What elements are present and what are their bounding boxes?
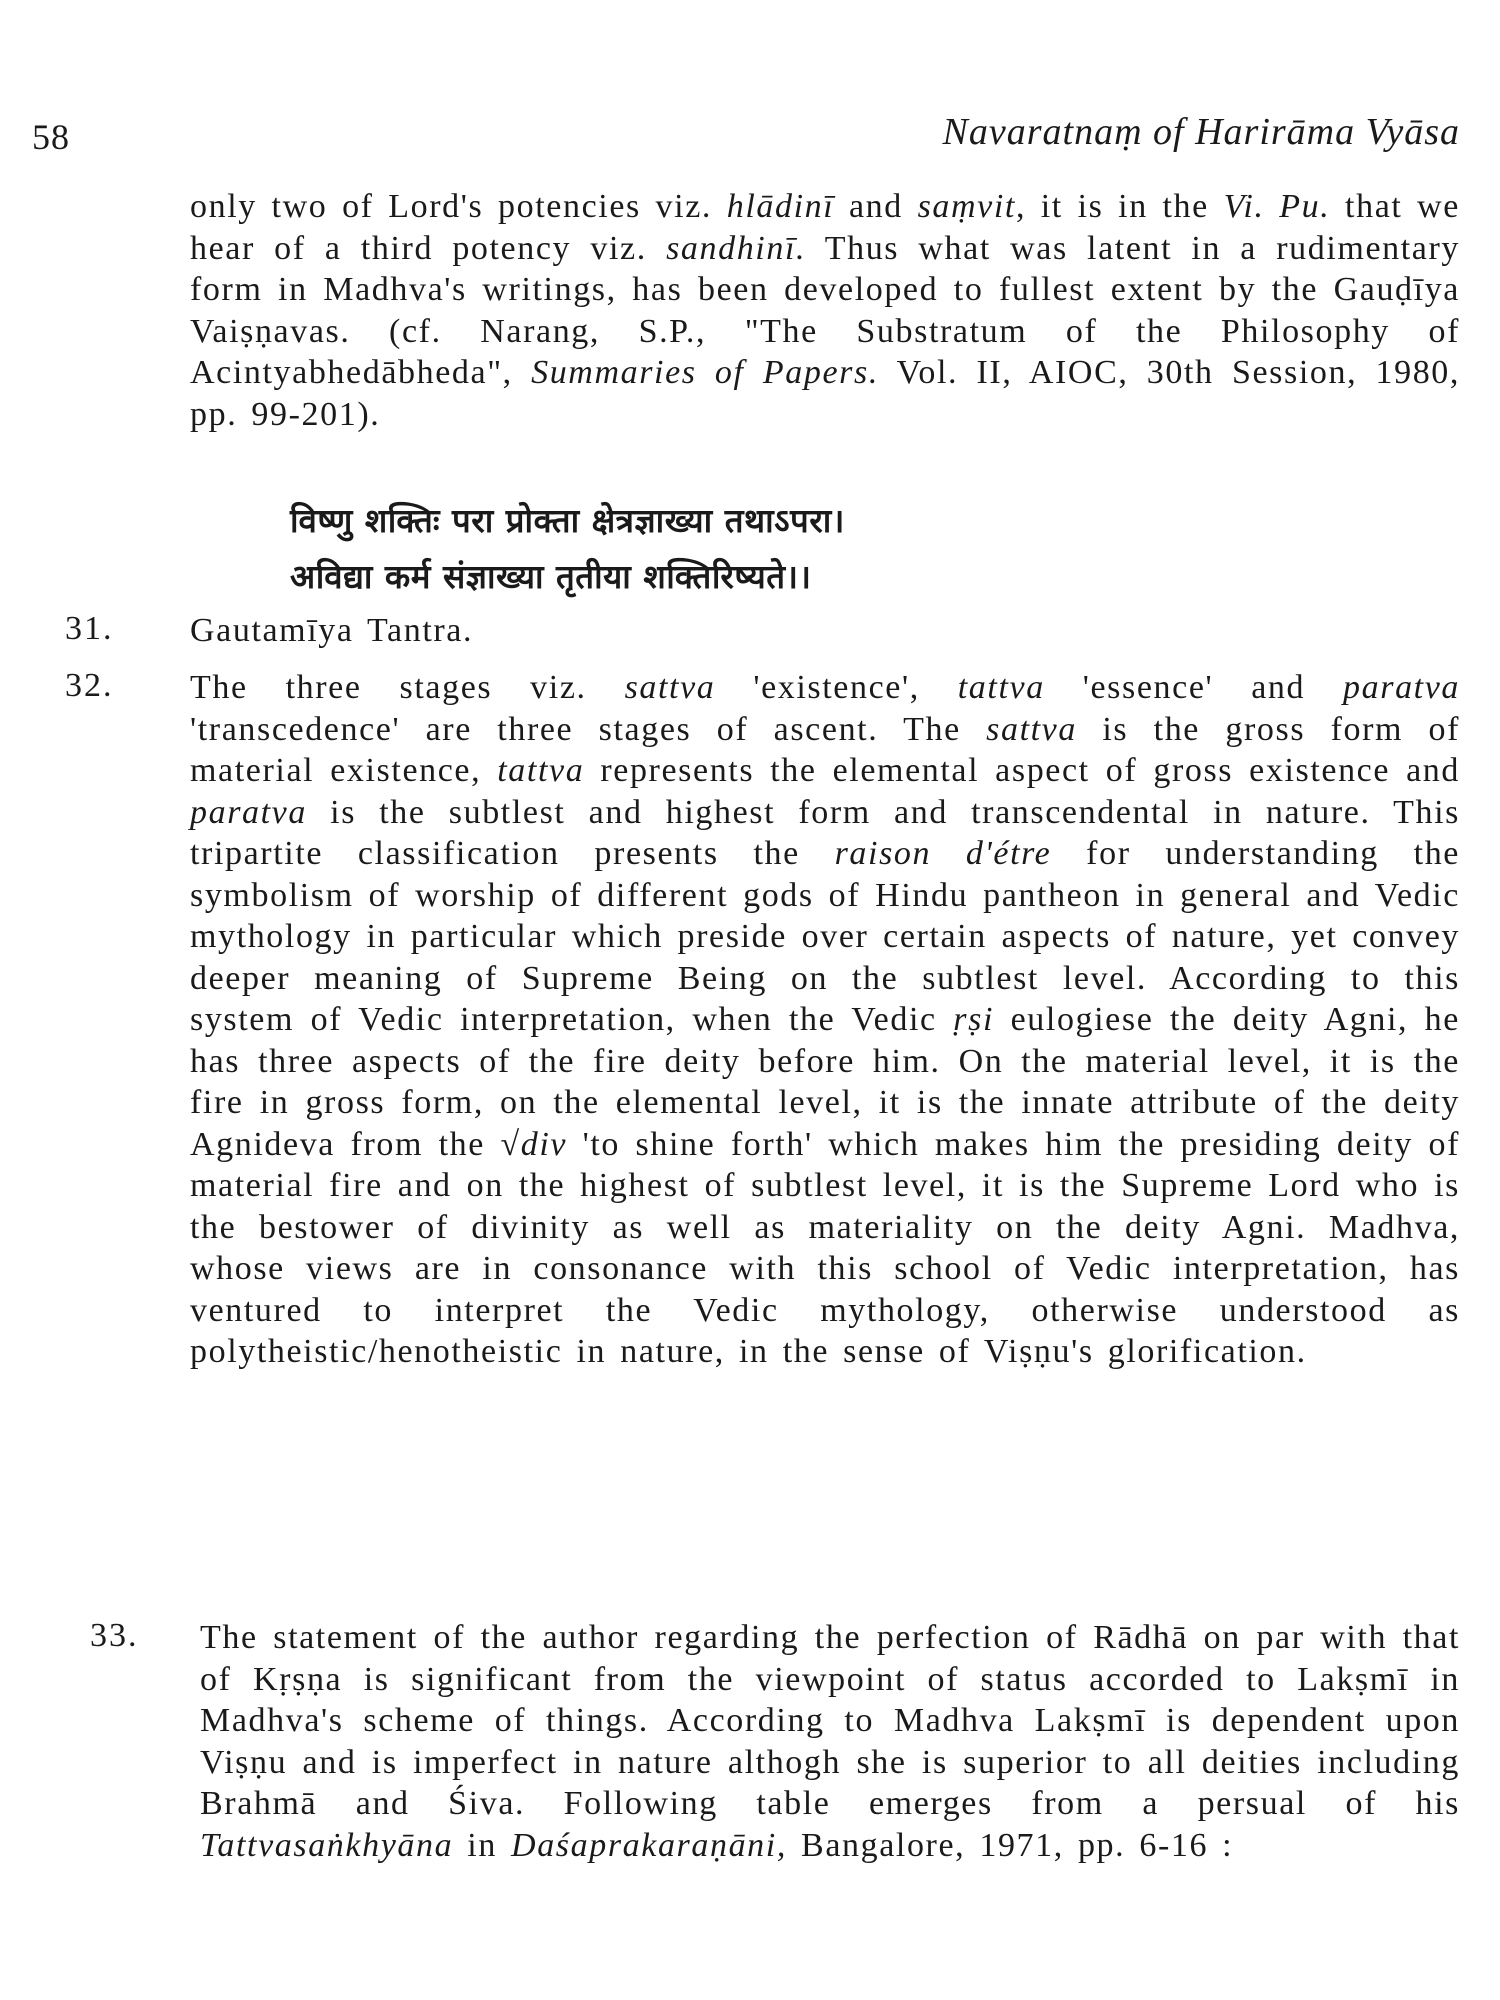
note-32-text: The three stages viz. sattva 'existence', tattva 'essence' and paratva 'transcedence' are three stages of ascent. The sattva is the gross form of material existence, tattva represents the elemental aspect of gross existence and paratva is the subtlest and highest form and transcendental in nature. This tripartite classification presents the raison d'étre for understanding the symbolism of worship of different gods of Hindu pantheon in general and Vedic mythology in particular which preside over certain aspects of nature, yet convey deeper meaning of Supreme Being on the subtlest level. According to this system of Vedic interpretation, when the Vedic ṛṣi eulogiese the deity Agni, he has three aspects of the fire deity before him. On the material level, it is the fire in gross form, on the elemental level, it is the innate attribute of the deity Agnideva from the √div 'to shine forth' which makes him the presiding deity of material fire and on the highest of subtlest level, it is the Supreme Lord who is the bestower of divinity as well as materiality on the deity Agni. Madhva, whose views are in consonance with this school of Vedic interpretation, has ventured to interpret the Vedic mythology, otherwise understood as polytheistic/henotheistic in nature, in the sense of Viṣṇu's glorification. [190, 669, 1461, 1370]
note-33-number: 33. [90, 1617, 139, 1654]
running-title: Navaratnaṃ of Harirāma Vyāsa [942, 111, 1460, 153]
page-number: 58 [32, 117, 70, 157]
sanskrit-verse-line-2: अविद्या कर्म संज्ञाख्या तृतीया शक्तिरिष्यते।। [290, 557, 812, 596]
note-32-number: 32. [65, 667, 114, 704]
note-30-continuation: only two of Lord's potencies viz. hlādinī and saṃvit, it is in the Vi. Pu. that we hear of a third potency viz. sandhinī. Thus what was latent in a rudimentary form in Madhva's writings, has been developed to fullest extent by the Gauḍīya Vaiṣṇavas. (cf. Narang, S.P., "The Substratum of the Philosophy of Acintyabhedābheda", Summaries of Papers. Vol. II, AIOC, 30th Session, 1980, pp. 99-201). [190, 188, 1461, 433]
note-33-text: The statement of the author regarding the perfection of Rādhā on par with that of Kṛṣṇa is significant from the viewpoint of status accorded to Lakṣmī in Madhva's scheme of things. According to Madhva Lakṣmī is dependent upon Viṣṇu and is imperfect in nature althogh she is superior to all deities including Brahmā and Śiva. Following table emerges from a persual of his Tattvasaṅkhyāna in Daśaprakaraṇāni, Bangalore, 1971, pp. 6-16 : [200, 1619, 1460, 1864]
note-31-text: Gautamīya Tantra. [190, 612, 474, 649]
note-31-number: 31. [65, 610, 114, 647]
sanskrit-verse-line-1: विष्णु शक्तिः परा प्रोक्ता क्षेत्रज्ञाख्या तथाऽपरा। [290, 501, 845, 540]
